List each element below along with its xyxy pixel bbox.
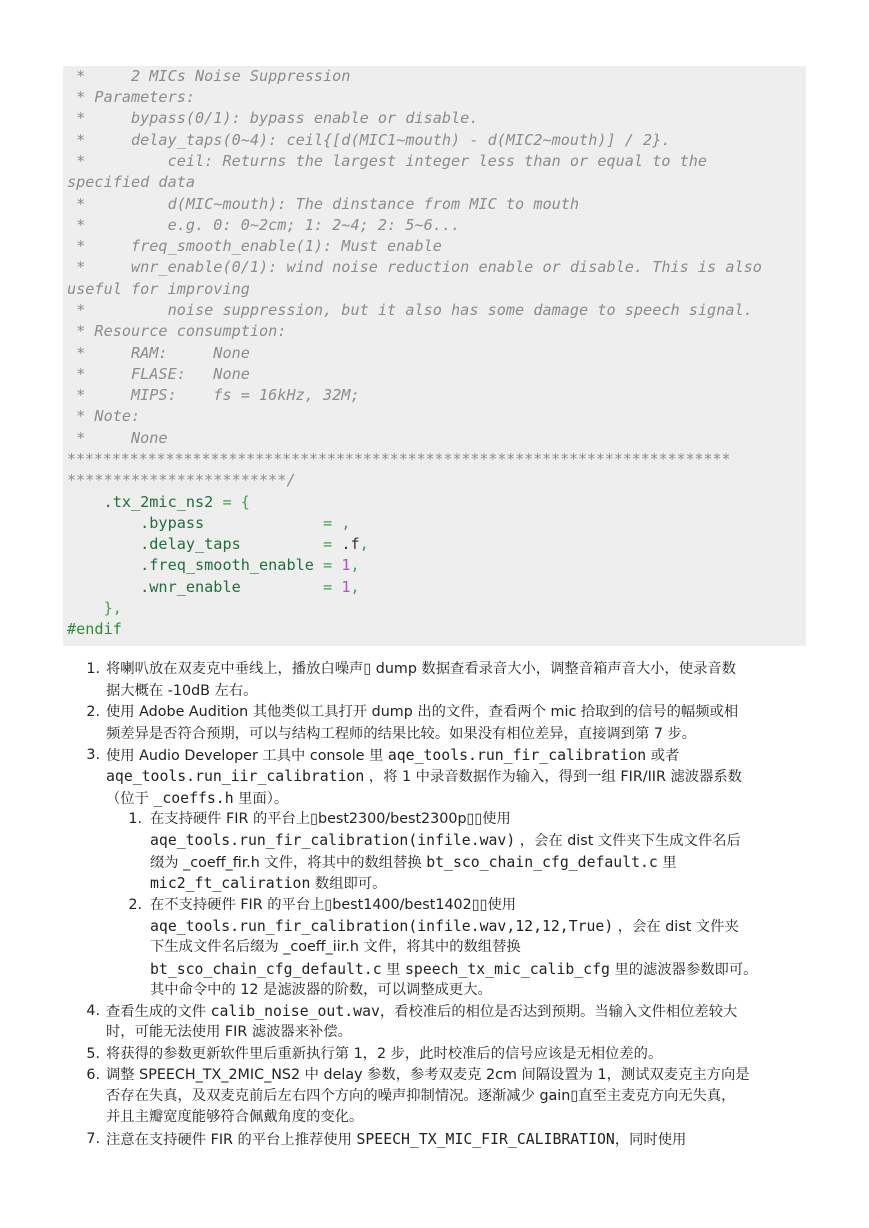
code-line: * MIPS: fs = 16kHz, 32M; bbox=[67, 386, 360, 404]
step-number: 2. bbox=[86, 704, 100, 720]
code-line: * Resource consumption: bbox=[67, 322, 287, 340]
code-line: ************************************************************************** bbox=[67, 450, 731, 468]
step-text-4-line-2: 时，可能无法使用 FIR 滤波器来补偿。 bbox=[106, 1024, 352, 1040]
text: ，将 1 中录音数据作为输入，得到一组 FIR/IIR 滤波器系数 bbox=[364, 769, 742, 785]
code-inline: calib_noise_out.wav bbox=[210, 1003, 380, 1020]
code-line: * None bbox=[67, 429, 168, 447]
code-inline: aqe_tools.run_fir_calibration(infile.wav) bbox=[150, 832, 516, 849]
field-end: , bbox=[350, 578, 360, 596]
substep-number: 1. bbox=[128, 811, 142, 827]
field-end: , bbox=[359, 535, 369, 553]
code-line: * Parameters: bbox=[67, 88, 196, 106]
field-name: .delay_taps bbox=[67, 535, 314, 553]
step-text-1-line-1: 将喇叭放在双麦克中垂线上，播放白噪声▯ dump 数据查看录音大小，调整音箱声音大小，使录音数 bbox=[106, 661, 736, 677]
step-text-5-line-1: 将获得的参数更新软件里后重新执行第 1，2 步，此时校准后的信号应该是无相位差的。 bbox=[106, 1046, 663, 1062]
substep-number: 2. bbox=[128, 897, 142, 913]
struct-name: .tx_2mic_ns2 bbox=[67, 493, 214, 511]
text: 里 bbox=[657, 855, 677, 871]
code-line: * Note: bbox=[67, 407, 141, 425]
struct-field bbox=[67, 513, 350, 534]
code-line: * e.g. 0: 0~2cm; 1: 2~4; 2: 5~6... bbox=[67, 216, 461, 234]
text: 里 bbox=[381, 962, 406, 978]
field-eq: = bbox=[313, 514, 342, 532]
field-name: .wnr_enable bbox=[67, 578, 314, 596]
substep-2-line-4 bbox=[150, 959, 757, 982]
field-end: , bbox=[341, 514, 351, 532]
step-number: 6. bbox=[86, 1067, 100, 1083]
substep-2-line-1: 在不支持硬件 FIR 的平台上▯best1400/best1402▯▯使用 bbox=[150, 897, 517, 913]
text: 或者 bbox=[646, 748, 680, 764]
code-line: * freq_smooth_enable(1): Must enable bbox=[67, 237, 442, 255]
code-line: * noise suppression, but it also has some damage to speech signal. bbox=[67, 301, 753, 319]
code-line: * FLASE: None bbox=[67, 365, 250, 383]
struct-field bbox=[67, 577, 360, 598]
code-line: * bypass(0/1): bypass enable or disable. bbox=[67, 109, 479, 127]
text: 使用 Audio Developer 工具中 console 里 bbox=[106, 748, 388, 764]
field-value: 1 bbox=[341, 578, 351, 596]
code-line: * d(MIC~mouth): The dinstance from MIC to mouth bbox=[67, 195, 580, 213]
field-value: 1 bbox=[341, 556, 351, 574]
substep-1-line-1: 在支持硬件 FIR 的平台上▯best2300/best2300p▯▯使用 bbox=[150, 811, 511, 827]
field-end: , bbox=[350, 556, 360, 574]
substep-1-line-4 bbox=[150, 873, 386, 896]
substep-2-line-5: 其中命令中的 12 是滤波器的阶数，可以调整成更大。 bbox=[150, 982, 492, 998]
step-text-6-line-3: 并且主瓣宽度能够符合佩戴角度的变化。 bbox=[106, 1109, 364, 1125]
field-eq: = bbox=[313, 578, 342, 596]
code-inline: SPEECH_TX_MIC_FIR_CALIBRATION bbox=[356, 1131, 615, 1148]
step-text-3-line-2 bbox=[106, 766, 742, 789]
step-text-1-line-2: 据大概在 -10dB 左右。 bbox=[106, 683, 258, 699]
step-text-2-line-1: 使用 Adobe Audition 其他类似工具打开 dump 出的文件，查看两个 mic 拾取到的信号的幅频或相 bbox=[106, 704, 739, 720]
code-line: * ceil: Returns the largest integer less than or equal to the bbox=[67, 152, 708, 170]
code-line: useful for improving bbox=[67, 280, 250, 298]
step-text-6-line-2: 否存在失真，及双麦克前后左右四个方向的噪声抑制情况。逐渐减少 gain▯直至主麦克方向无失真， bbox=[106, 1088, 736, 1104]
text: 缀为 _coeff_fir.h 文件，将其中的数组替换 bbox=[150, 855, 427, 871]
substep-1-line-3 bbox=[150, 852, 677, 875]
text: ，会在 dist 文件夹 bbox=[613, 919, 739, 935]
step-text-2-line-2: 频差异是否符合预期，可以与结构工程师的结果比较。如果没有相位差异，直接调到第 7 步。 bbox=[106, 726, 697, 742]
struct-header-line bbox=[67, 492, 250, 513]
step-text-3-line-3 bbox=[106, 788, 288, 811]
code-line: * wnr_enable(0/1): wind noise reduction enable or disable. This is also bbox=[67, 258, 762, 276]
step-number: 7. bbox=[86, 1131, 100, 1147]
preprocessor-endif: #endif bbox=[67, 620, 122, 638]
struct-field bbox=[67, 555, 360, 576]
field-name: .freq_smooth_enable bbox=[67, 556, 314, 574]
field-eq: = bbox=[313, 535, 342, 553]
struct-field bbox=[67, 534, 369, 555]
text: （位于 bbox=[106, 791, 154, 807]
code-inline: bt_sco_chain_cfg_default.c bbox=[150, 961, 382, 978]
text: 数组即可。 bbox=[310, 876, 387, 892]
text: ，会在 dist 文件夹下生成文件名后 bbox=[515, 833, 741, 849]
code-line: * 2 MICs Noise Suppression bbox=[67, 67, 351, 85]
struct-open: = { bbox=[213, 493, 250, 511]
step-text-6-line-1: 调整 SPEECH_TX_2MIC_NS2 中 delay 参数，参考双麦克 2cm 间隔设置为 1，测试双麦克主方向是 bbox=[106, 1067, 750, 1083]
code-inline: speech_tx_mic_calib_cfg bbox=[405, 961, 610, 978]
code-line: ************************/ bbox=[67, 471, 296, 489]
text: 里面）。 bbox=[233, 791, 289, 807]
step-text-4-line-1 bbox=[106, 1001, 737, 1024]
step-number: 4. bbox=[86, 1003, 100, 1019]
code-line: specified data bbox=[67, 173, 196, 191]
step-number: 5. bbox=[86, 1046, 100, 1062]
step-number: 1. bbox=[86, 661, 100, 677]
code-line: * delay_taps(0~4): ceil{[d(MIC1~mouth) - d(MIC2~mouth)] / 2}. bbox=[67, 131, 671, 149]
code-inline: aqe_tools.run_fir_calibration bbox=[387, 747, 647, 764]
text: 查看生成的文件 bbox=[106, 1004, 211, 1020]
field-value: .f bbox=[341, 535, 360, 553]
code-line: * RAM: None bbox=[67, 344, 250, 362]
field-eq: = bbox=[313, 556, 342, 574]
substep-1-line-2 bbox=[150, 830, 741, 853]
code-inline: _coeffs.h bbox=[153, 790, 234, 807]
text: ，看校准后的相位是否达到预期。当输入文件相位差较大 bbox=[379, 1004, 738, 1020]
code-inline: bt_sco_chain_cfg_default.c bbox=[426, 854, 658, 871]
text: 里的滤波器参数即可。 bbox=[609, 962, 758, 978]
field-name: .bypass bbox=[67, 514, 314, 532]
substep-2-line-2 bbox=[150, 916, 739, 939]
code-inline: aqe_tools.run_fir_calibration(infile.wav,12,12,True) bbox=[150, 918, 614, 935]
text: 注意在支持硬件 FIR 的平台上推荐使用 bbox=[106, 1132, 357, 1148]
step-number: 3. bbox=[86, 747, 100, 763]
step-text-7-line-1 bbox=[106, 1129, 686, 1152]
struct-close: }, bbox=[67, 599, 122, 617]
code-inline: aqe_tools.run_iir_calibration bbox=[106, 768, 365, 785]
step-text-3-line-1 bbox=[106, 745, 679, 768]
substep-2-line-3: 下生成文件名后缀为 _coeff_iir.h 文件，将其中的数组替换 bbox=[150, 939, 521, 955]
text: ，同时使用 bbox=[614, 1132, 687, 1148]
code-inline: mic2_ft_caliration bbox=[150, 875, 311, 892]
